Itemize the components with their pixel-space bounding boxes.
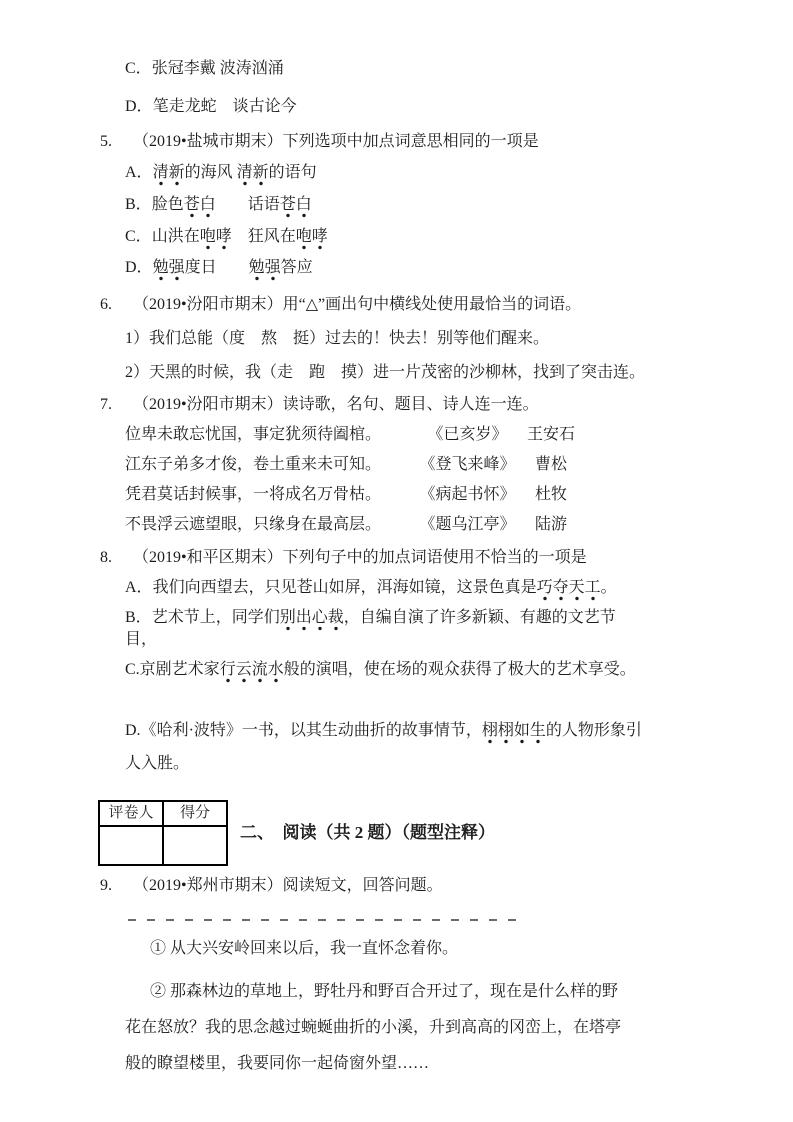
q4-option-d bbox=[125, 96, 738, 118]
q7-match-row bbox=[125, 484, 738, 506]
q7-match-row bbox=[125, 454, 738, 476]
q6-item-1: 1）我们总能（度 熬 挺）过去的！快去！别等他们醒来。 bbox=[125, 330, 550, 347]
q6-stem-row bbox=[100, 294, 738, 316]
option-label: A． bbox=[125, 164, 153, 181]
plain-text: ，自编自演了许多新颖、有趣的文艺节目， bbox=[125, 609, 616, 648]
plain-text: 京剧艺术家 bbox=[139, 661, 220, 678]
poem-author: 陆游 bbox=[534, 516, 567, 533]
emphasized-text: 栩栩如生 bbox=[482, 722, 546, 744]
q8-option-b bbox=[125, 607, 645, 651]
plain-text: 的人物形象引人入胜。 bbox=[125, 722, 642, 772]
grading-cell-reviewer bbox=[99, 826, 163, 865]
q5-stem-row bbox=[100, 131, 738, 153]
plain-text: 的语句 bbox=[268, 164, 317, 181]
option-text bbox=[153, 579, 617, 601]
poem-author: 王安石 bbox=[526, 426, 575, 443]
plain-text: 的海风 bbox=[184, 164, 237, 181]
option-text bbox=[140, 661, 636, 683]
option-label: A． bbox=[125, 579, 153, 596]
option-label: D． bbox=[125, 98, 153, 115]
poem-line: 不畏浮云遮望眼，只缘身在最高层。 bbox=[125, 516, 382, 533]
q5-option-b bbox=[125, 194, 738, 216]
grading-table bbox=[98, 800, 228, 866]
question-number: 7. bbox=[100, 396, 112, 413]
section-heading: 二、 阅读（共 2 题）（题型注释） bbox=[240, 823, 495, 842]
passage-paragraph-2: ② 那森林边的草地上，野牡丹和野百合开过了，现在是什么样的野花在怒放？我的思念越过蜿蜒曲折的小溪，升到高高的冈峦上，在塔亭般的瞭望楼里，我要同你一起倚窗外望…… bbox=[125, 983, 622, 1072]
option-label: B． bbox=[125, 196, 152, 213]
poem-line: 凭君莫话封候事，一将成名万骨枯。 bbox=[125, 486, 382, 503]
plain-text: 话语 bbox=[215, 196, 280, 213]
q8-option-c bbox=[125, 659, 645, 681]
grading-header-reviewer: 评卷人 bbox=[99, 801, 163, 826]
poem-title: 《题乌江亭》 bbox=[419, 516, 516, 533]
poem-title: 《登飞来峰》 bbox=[419, 456, 516, 473]
q5-option-a bbox=[125, 162, 738, 184]
question-number: 6. bbox=[100, 296, 112, 313]
q7-match-row bbox=[125, 424, 738, 446]
emphasized-text: 清新 bbox=[153, 164, 185, 186]
q7-stem-row bbox=[100, 394, 738, 416]
plain-text: 山洪在 bbox=[151, 228, 200, 245]
q7-match-row bbox=[125, 514, 738, 536]
plain-text: 艺术节上，同学们 bbox=[151, 609, 280, 626]
plain-text: 脸色 bbox=[151, 196, 184, 213]
option-text bbox=[125, 609, 616, 648]
q9-stem-row bbox=[100, 875, 738, 897]
plain-text: 般的演唱，使在场的观众获得了极大的艺术享受。 bbox=[283, 661, 636, 678]
emphasized-text: 苍白 bbox=[184, 196, 216, 218]
plain-text: 《哈利·波特》一书，以其生动曲折的故事情节， bbox=[140, 722, 482, 739]
option-label: C． bbox=[125, 228, 152, 245]
question-number: 9. bbox=[100, 877, 112, 894]
plain-text bbox=[217, 259, 249, 276]
option-label: C． bbox=[125, 60, 152, 77]
q8-option-a bbox=[125, 577, 645, 599]
option-label: D. bbox=[125, 722, 141, 739]
poem-author: 曹松 bbox=[534, 456, 567, 473]
q8-stem-row bbox=[100, 547, 738, 569]
question-stem: （2019•和平区期末）下列句子中的加点词语使用不恰当的一项是 bbox=[133, 549, 587, 566]
emphasized-text: 咆哮 bbox=[200, 228, 232, 250]
q4-option-c bbox=[125, 58, 738, 80]
question-number: 5. bbox=[100, 133, 112, 150]
question-stem: （2019•汾阳市期末）读诗歌，名句、题目、诗人连一连。 bbox=[133, 396, 539, 413]
emphasized-text: 勉强 bbox=[153, 259, 185, 281]
q8-option-d bbox=[125, 714, 645, 780]
grading-cell-score bbox=[163, 826, 227, 865]
q6-item-2: 2）天黑的时候，我（走 跑 摸）进一片茂密的沙柳林，找到了突击连。 bbox=[125, 364, 646, 381]
plain-text: 我们向西望去，只见苍山如屏，洱海如镜，这景色真是 bbox=[152, 579, 537, 596]
option-text bbox=[125, 722, 642, 772]
question-stem: （2019•汾阳市期末）用“△”画出句中横线处使用最恰当的词语。 bbox=[133, 296, 582, 313]
emphasized-text: 苍白 bbox=[280, 196, 312, 218]
question-number: 8. bbox=[100, 549, 112, 566]
passage-paragraph-1: ① 从大兴安岭回来以后，我一直怀念着你。 bbox=[150, 940, 459, 957]
option-label: D． bbox=[125, 259, 153, 276]
plain-text: 狂风在 bbox=[231, 228, 296, 245]
poem-author: 杜牧 bbox=[534, 486, 567, 503]
option-text: 笔走龙蛇 谈古论今 bbox=[152, 98, 297, 115]
q5-option-c bbox=[125, 226, 738, 248]
option-text bbox=[152, 196, 312, 218]
option-label: C. bbox=[125, 661, 140, 678]
emphasized-text: 巧夺天工 bbox=[537, 579, 601, 601]
question-stem: （2019•郑州市期末）阅读短文，回答问题。 bbox=[133, 877, 443, 894]
emphasized-text: 别出心裁 bbox=[280, 609, 344, 631]
plain-text: 答应 bbox=[280, 259, 313, 276]
q5-option-d bbox=[125, 257, 738, 279]
emphasized-text: 咆哮 bbox=[296, 228, 328, 250]
option-text bbox=[153, 164, 317, 186]
poem-title: 《已亥岁》 bbox=[427, 426, 508, 443]
emphasized-text: 勉强 bbox=[249, 259, 281, 281]
plain-text: 。 bbox=[600, 579, 617, 596]
emphasized-text: 清新 bbox=[237, 164, 269, 186]
option-text bbox=[152, 228, 328, 250]
poem-line: 江东子弟多才俊，卷土重来未可知。 bbox=[125, 456, 382, 473]
plain-text: 度日 bbox=[184, 259, 217, 276]
emphasized-text: 行云流水 bbox=[220, 661, 284, 683]
option-text bbox=[153, 259, 313, 281]
option-text: 张冠李戴 波涛汹涌 bbox=[151, 60, 284, 77]
poem-line: 位卑未敢忘忧国，事定犹须待阖棺。 bbox=[125, 426, 382, 443]
dashed-separator bbox=[128, 919, 523, 921]
grading-section-row bbox=[100, 800, 738, 866]
option-label: B． bbox=[125, 609, 152, 626]
poem-title: 《病起书怀》 bbox=[419, 486, 516, 503]
question-stem: （2019•盐城市期末）下列选项中加点词意思相同的一项是 bbox=[133, 133, 539, 150]
grading-header-score: 得分 bbox=[163, 801, 227, 826]
